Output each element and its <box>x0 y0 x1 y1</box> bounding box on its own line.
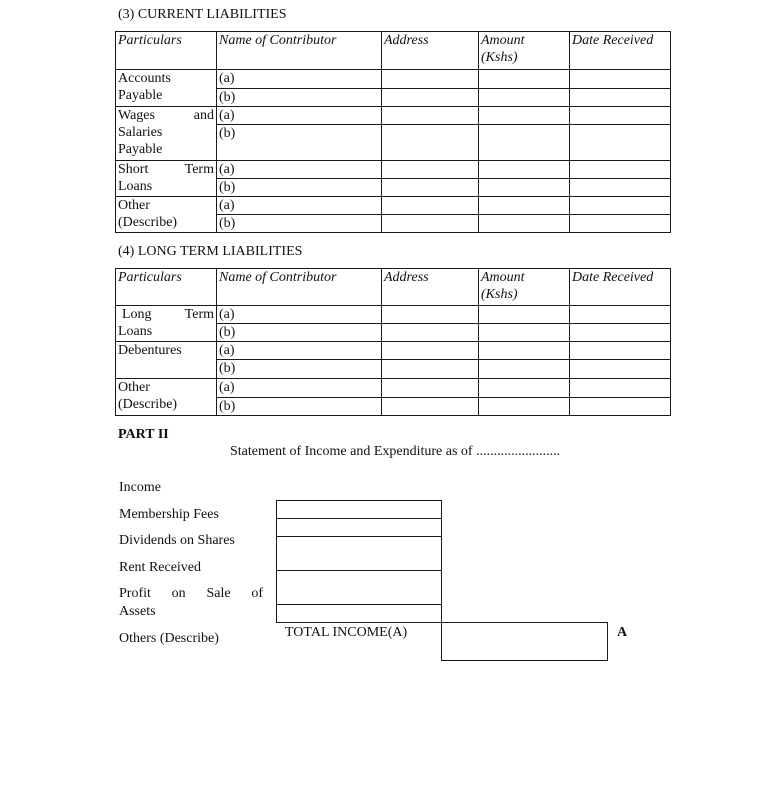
date-cell[interactable] <box>570 179 671 197</box>
amount-cell[interactable] <box>479 324 570 342</box>
particular-short-term-loans <box>116 161 217 197</box>
particular-line: Payable <box>118 142 163 157</box>
date-cell[interactable] <box>570 342 671 360</box>
date-cell[interactable] <box>570 107 671 125</box>
amount-cell[interactable] <box>479 215 570 233</box>
amount-cell[interactable] <box>479 161 570 179</box>
header-address: Address <box>382 32 479 70</box>
address-cell[interactable] <box>382 161 479 179</box>
income-item-membership-fees: Membership Fees <box>119 507 219 522</box>
table-row <box>116 197 671 215</box>
amount-cell[interactable] <box>479 306 570 324</box>
particular-long-term-loans <box>116 306 217 342</box>
amount-cell[interactable] <box>479 197 570 215</box>
date-cell[interactable] <box>570 215 671 233</box>
table-header-row <box>116 269 671 306</box>
address-cell[interactable] <box>382 179 479 197</box>
address-cell[interactable] <box>382 360 479 379</box>
particular-line: Debentures <box>118 343 182 358</box>
header-amount-line1: Amount <box>481 33 525 48</box>
contributor-cell[interactable]: (a) <box>217 70 382 89</box>
amount-cell[interactable] <box>479 89 570 107</box>
section-4-title: (4) LONG TERM LIABILITIES <box>118 244 303 259</box>
particular-line: Loans <box>118 179 153 194</box>
particular-other-describe <box>116 379 217 416</box>
address-cell[interactable] <box>382 70 479 89</box>
header-address: Address <box>382 269 479 306</box>
amount-cell[interactable] <box>479 342 570 360</box>
part-2-title: PART II <box>118 427 169 442</box>
particular-line: Payable <box>118 88 163 103</box>
income-item-others-describe: Others (Describe) <box>119 631 219 646</box>
contributor-cell[interactable]: (b) <box>217 324 382 342</box>
income-heading: Income <box>119 480 161 495</box>
particular-line: Wages and <box>118 108 214 123</box>
address-cell[interactable] <box>382 379 479 398</box>
particular-line: Other <box>118 380 150 395</box>
contributor-cell[interactable]: (b) <box>217 179 382 197</box>
particular-wages-salaries-payable <box>116 107 217 161</box>
address-cell[interactable] <box>382 125 479 161</box>
contributor-cell[interactable]: (b) <box>217 398 382 416</box>
particular-debentures <box>116 342 217 379</box>
contributor-cell[interactable]: (a) <box>217 379 382 398</box>
header-particulars: Particulars <box>116 32 217 70</box>
header-amount <box>479 32 570 70</box>
total-income-field[interactable] <box>441 622 608 661</box>
date-cell[interactable] <box>570 197 671 215</box>
header-amount-line2: (Kshs) <box>481 50 518 65</box>
particular-line: Long Term <box>122 307 214 322</box>
address-cell[interactable] <box>382 398 479 416</box>
particular-line: (Describe) <box>118 397 178 412</box>
contributor-cell[interactable]: (a) <box>217 161 382 179</box>
amount-cell[interactable] <box>479 70 570 89</box>
table-header-row <box>116 32 671 70</box>
current-liabilities-table <box>115 31 671 233</box>
date-cell[interactable] <box>570 379 671 398</box>
amount-cell[interactable] <box>479 379 570 398</box>
header-name-of-contributor: Name of Contributor <box>217 32 382 70</box>
contributor-cell[interactable]: (a) <box>217 342 382 360</box>
table-row <box>116 379 671 398</box>
contributor-cell[interactable]: (b) <box>217 360 382 379</box>
particular-line: Salaries <box>118 125 163 140</box>
date-cell[interactable] <box>570 125 671 161</box>
contributor-cell[interactable]: (b) <box>217 89 382 107</box>
date-cell[interactable] <box>570 398 671 416</box>
header-name-of-contributor: Name of Contributor <box>217 269 382 306</box>
membership-fees-field[interactable] <box>277 501 441 518</box>
header-particulars: Particulars <box>116 269 217 306</box>
rent-received-field[interactable] <box>277 537 441 570</box>
header-amount-line1: Amount <box>481 270 525 285</box>
table-row <box>116 161 671 179</box>
header-amount-line2: (Kshs) <box>481 287 518 302</box>
address-cell[interactable] <box>382 215 479 233</box>
amount-cell[interactable] <box>479 360 570 379</box>
contributor-cell[interactable]: (b) <box>217 125 382 161</box>
address-cell[interactable] <box>382 324 479 342</box>
particular-line: Short Term <box>118 162 214 177</box>
table-row <box>116 70 671 89</box>
income-item-rent-received: Rent Received <box>119 560 202 575</box>
income-item-profit-on-sale: Profit on Sale of <box>119 586 263 601</box>
income-item-assets: Assets <box>119 604 156 619</box>
table-row <box>116 342 671 360</box>
profit-on-sale-field[interactable] <box>277 571 441 604</box>
contributor-cell[interactable]: (a) <box>217 306 382 324</box>
date-cell[interactable] <box>570 89 671 107</box>
dividends-field[interactable] <box>277 519 441 536</box>
amount-cell[interactable] <box>479 107 570 125</box>
date-cell[interactable] <box>570 324 671 342</box>
header-date-received: Date Received <box>570 32 671 70</box>
income-item-dividends-on-shares: Dividends on Shares <box>119 533 235 548</box>
amount-cell[interactable] <box>479 398 570 416</box>
header-date-received: Date Received <box>570 269 671 306</box>
address-cell[interactable] <box>382 342 479 360</box>
address-cell[interactable] <box>382 89 479 107</box>
table-row <box>116 306 671 324</box>
total-income-label: TOTAL INCOME(A) <box>285 625 408 640</box>
date-cell[interactable] <box>570 70 671 89</box>
particular-line: Other <box>118 198 150 213</box>
date-cell[interactable] <box>570 360 671 379</box>
amount-cell[interactable] <box>479 179 570 197</box>
contributor-cell[interactable]: (a) <box>217 107 382 125</box>
section-3-title: (3) CURRENT LIABILITIES <box>118 7 287 22</box>
total-marker-a: A <box>617 625 628 640</box>
address-cell[interactable] <box>382 306 479 324</box>
table-row <box>116 107 671 125</box>
statement-title: Statement of Income and Expenditure as of ........................ <box>230 444 561 459</box>
particular-line: Accounts <box>118 71 171 86</box>
particular-accounts-payable <box>116 70 217 107</box>
date-cell[interactable] <box>570 161 671 179</box>
header-amount <box>479 269 570 306</box>
particular-line: Loans <box>118 324 153 339</box>
particular-other-describe <box>116 197 217 233</box>
address-cell[interactable] <box>382 107 479 125</box>
particular-line: (Describe) <box>118 215 178 230</box>
date-cell[interactable] <box>570 306 671 324</box>
amount-cell[interactable] <box>479 125 570 161</box>
others-field[interactable] <box>277 605 441 622</box>
contributor-cell[interactable]: (a) <box>217 197 382 215</box>
long-term-liabilities-table <box>115 268 671 416</box>
address-cell[interactable] <box>382 197 479 215</box>
contributor-cell[interactable]: (b) <box>217 215 382 233</box>
